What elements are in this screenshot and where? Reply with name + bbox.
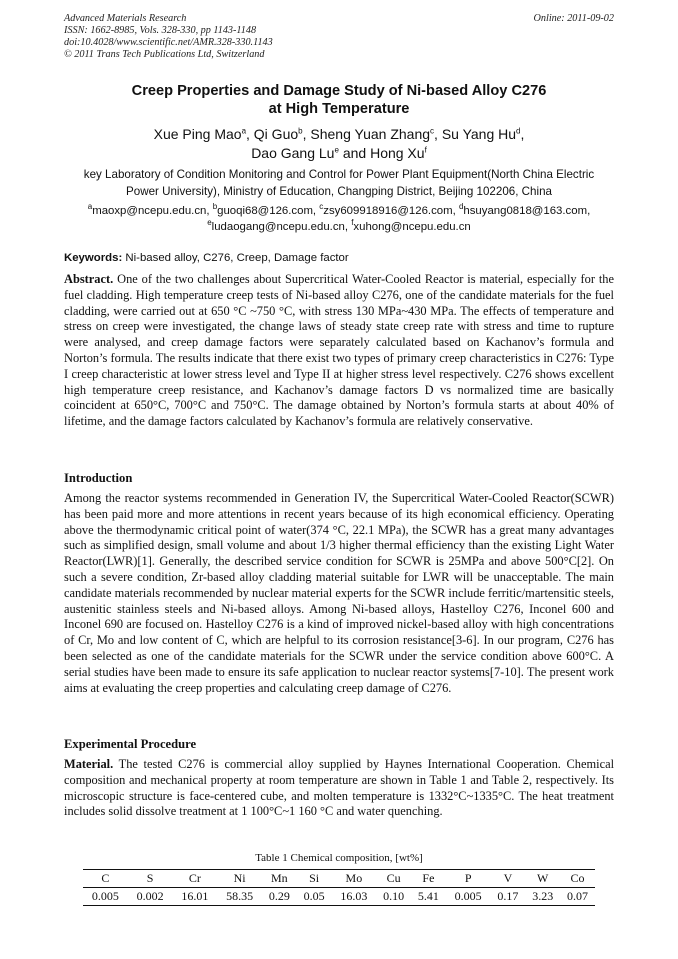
copyright-line: © 2011 Trans Tech Publications Ltd, Switzerland (64, 49, 265, 60)
table-cell: 5.41 (411, 888, 446, 906)
doi-line: doi:10.4028/www.scientific.net/AMR.328-330.1143 (64, 37, 273, 48)
keywords (64, 252, 614, 264)
abstract-text: One of the two challenges about Supercritical Water-Cooled Reactor is material, especially for the fuel cladding. High temperature creep tests of Ni-based alloy C276, one of the candidate materials for the fuel cladding, were carried out at 650 °C ~750 °C, with stress 130 MPa~430 MPa. The effects of temperature and stress on creep were investigated, the change laws of steady state creep rate with stress and time to rupture were analysed, and creep damage factors were separately calculated based on Kachanov’s formula and Norton’s formula. The results indicate that there exist two types of primary creep characteristics in C276: Type I creep characteristic at lower stress level and Type II at higher stress level respectively. C276 shows excellent high temperature creep resistance, and Kachanov’s damage factors D vs normalized time are basically coincident at 650°C, 700°C and 750°C. The damage obtained by Norton’s formula starts at about 40% of lifetime, and the damage factors calculated by Kachanov’s formula are relatively conservative. (64, 272, 614, 429)
email-sup: a (87, 202, 93, 212)
table-header-cell: Co (560, 870, 595, 888)
paper-title (64, 82, 614, 118)
email-sup: e (207, 218, 212, 228)
email-address: xuhong@ncepu.edu.cn (353, 221, 471, 233)
email-address: hsuyang0818@163.com, (463, 205, 591, 217)
author-list (64, 125, 614, 163)
email-sup: d (458, 202, 464, 212)
table-header-cell: Mo (332, 870, 377, 888)
material-label: Material. (64, 757, 114, 771)
table-cell: 0.005 (83, 888, 128, 906)
title-line-2: at High Temperature (268, 101, 410, 117)
table-header-cell: Mn (262, 870, 297, 888)
table-cell: 0.29 (262, 888, 297, 906)
online-date: Online: 2011-09-02 (533, 13, 614, 24)
table-header-cell: P (446, 870, 491, 888)
author-sup: c (430, 126, 435, 136)
introduction-text: Among the reactor systems recommended in Generation IV, the Supercritical Water-Cooled Reactor(SCWR) has been paid more and more attentions in recent years because of its high economical efficiency. Operating above the thermodynamic critical point of water(374 °C, 22.1 MPa), the SCWR has a great many advantages such as simplified design, small volume and about 1/3 higher thermal efficiency than the existing Light Water Reactor(LWR)[1]. Generally, the described service condition for SCWR is 25MPa and above 500°C[2]. On such a severe condition, Zr-based alloy cladding material suitable for LWR will be unacceptable. The main candidate materials recommended by nuclear material experts for the SCWR include ferritic/martensitic steels, austenitic stainless steels and Ni-based alloys. Among Ni-based alloys, Hastelloy C276, Inconel 600 and Inconel 690 are focused on. Hastelloy C276 is a kind of improved nickel-based alloy with high concentrations of Cr, Mo and low content of C, which are helpful to its corrosion resistance[3-6]. In our program, C276 has been selected as one of the candidate materials for the SCWR under the service condition above 600°C. A serial studies have been made to ensure its safe application to nuclear reactor systems[7-10]. The present work aims at evaluating the creep properties and calculating creep damage of C276. (64, 491, 614, 695)
section-heading-introduction: Introduction (64, 471, 133, 485)
table-cell: 0.002 (128, 888, 173, 906)
material-text: The tested C276 is commercial alloy supplied by Haynes International Cooperation. Chemical composition and mechanical property at room temperature are shown in Table 1 and Table 2, respectively. Its microscopic structure is face-centered cube, and molten temperature is 1332°C~1335°C. The heat treatment includes solid dissolve treatment at 1 100°C~1 160 °C and water quenching. (64, 757, 615, 819)
keywords-label: Keywords: (64, 252, 123, 264)
table-header-cell: Cr (172, 870, 217, 888)
issn-line: ISSN: 1662-8985, Vols. 328-330, pp 1143-1148 (64, 25, 257, 36)
table-header-cell: W (525, 870, 560, 888)
email-address: maoxp@ncepu.edu.cn, (92, 205, 213, 217)
journal-header (64, 13, 273, 61)
abstract (64, 272, 614, 430)
email-sup: c (319, 202, 324, 212)
author-sep: , (246, 126, 254, 142)
table-header-cell: S (128, 870, 173, 888)
table-cell: 0.05 (297, 888, 332, 906)
author: Xue Ping Mao (153, 126, 242, 142)
table-header-row (83, 870, 595, 888)
table-cell: 0.07 (560, 888, 595, 906)
keywords-text: Ni-based alloy, C276, Creep, Damage factor (125, 252, 349, 264)
author-sep: and (338, 145, 371, 161)
author: Qi Guo (253, 126, 299, 142)
table-cell: 0.10 (376, 888, 411, 906)
email-address: zsy609918916@126.com, (323, 205, 459, 217)
table-cell: 3.23 (525, 888, 560, 906)
author: Sheng Yuan Zhang (310, 126, 431, 142)
author: Dao Gang Lu (251, 145, 335, 161)
author-sep: , (434, 126, 442, 142)
email-address: ludaogang@ncepu.edu.cn, (211, 221, 352, 233)
table-header-cell: Ni (217, 870, 262, 888)
email-sup: b (212, 202, 218, 212)
table-cell: 16.03 (332, 888, 377, 906)
table-cell: 58.35 (217, 888, 262, 906)
author-sup: a (241, 126, 247, 136)
table-header-cell: Fe (411, 870, 446, 888)
affiliation-line-1: key Laboratory of Condition Monitoring and Control for Power Plant Equipment(North China Electric (83, 168, 595, 181)
author-sup: f (424, 145, 427, 155)
author-sep: , (520, 126, 525, 142)
affiliation (64, 166, 614, 200)
author-sep: , (302, 126, 311, 142)
affiliation-line-2: Power University), Ministry of Education, Changping District, Beijing 102206, China (126, 185, 552, 198)
email-list (64, 203, 614, 235)
material-paragraph (64, 757, 614, 820)
table-row (83, 888, 595, 906)
email-sup: f (351, 218, 354, 228)
table-header-cell: Cu (376, 870, 411, 888)
author-sup: e (334, 145, 339, 155)
table-header-cell: Si (297, 870, 332, 888)
journal-name: Advanced Materials Research (64, 13, 187, 24)
author: Su Yang Hu (441, 126, 517, 142)
author-sup: d (516, 126, 521, 136)
table-header-cell: C (83, 870, 128, 888)
section-heading-experimental: Experimental Procedure (64, 737, 197, 751)
table-header-cell: V (491, 870, 526, 888)
table-cell: 0.005 (446, 888, 491, 906)
table-cell: 16.01 (172, 888, 217, 906)
author: Hong Xu (370, 145, 425, 161)
table-cell: 0.17 (491, 888, 526, 906)
table-caption: Table 1 Chemical composition, [wt%] (255, 852, 423, 864)
chemical-composition-table (83, 869, 595, 906)
abstract-label: Abstract. (64, 272, 114, 286)
title-line-1: Creep Properties and Damage Study of Ni-based Alloy C276 (131, 83, 547, 99)
author-sup: b (298, 126, 303, 136)
email-address: guoqi68@126.com, (217, 205, 320, 217)
